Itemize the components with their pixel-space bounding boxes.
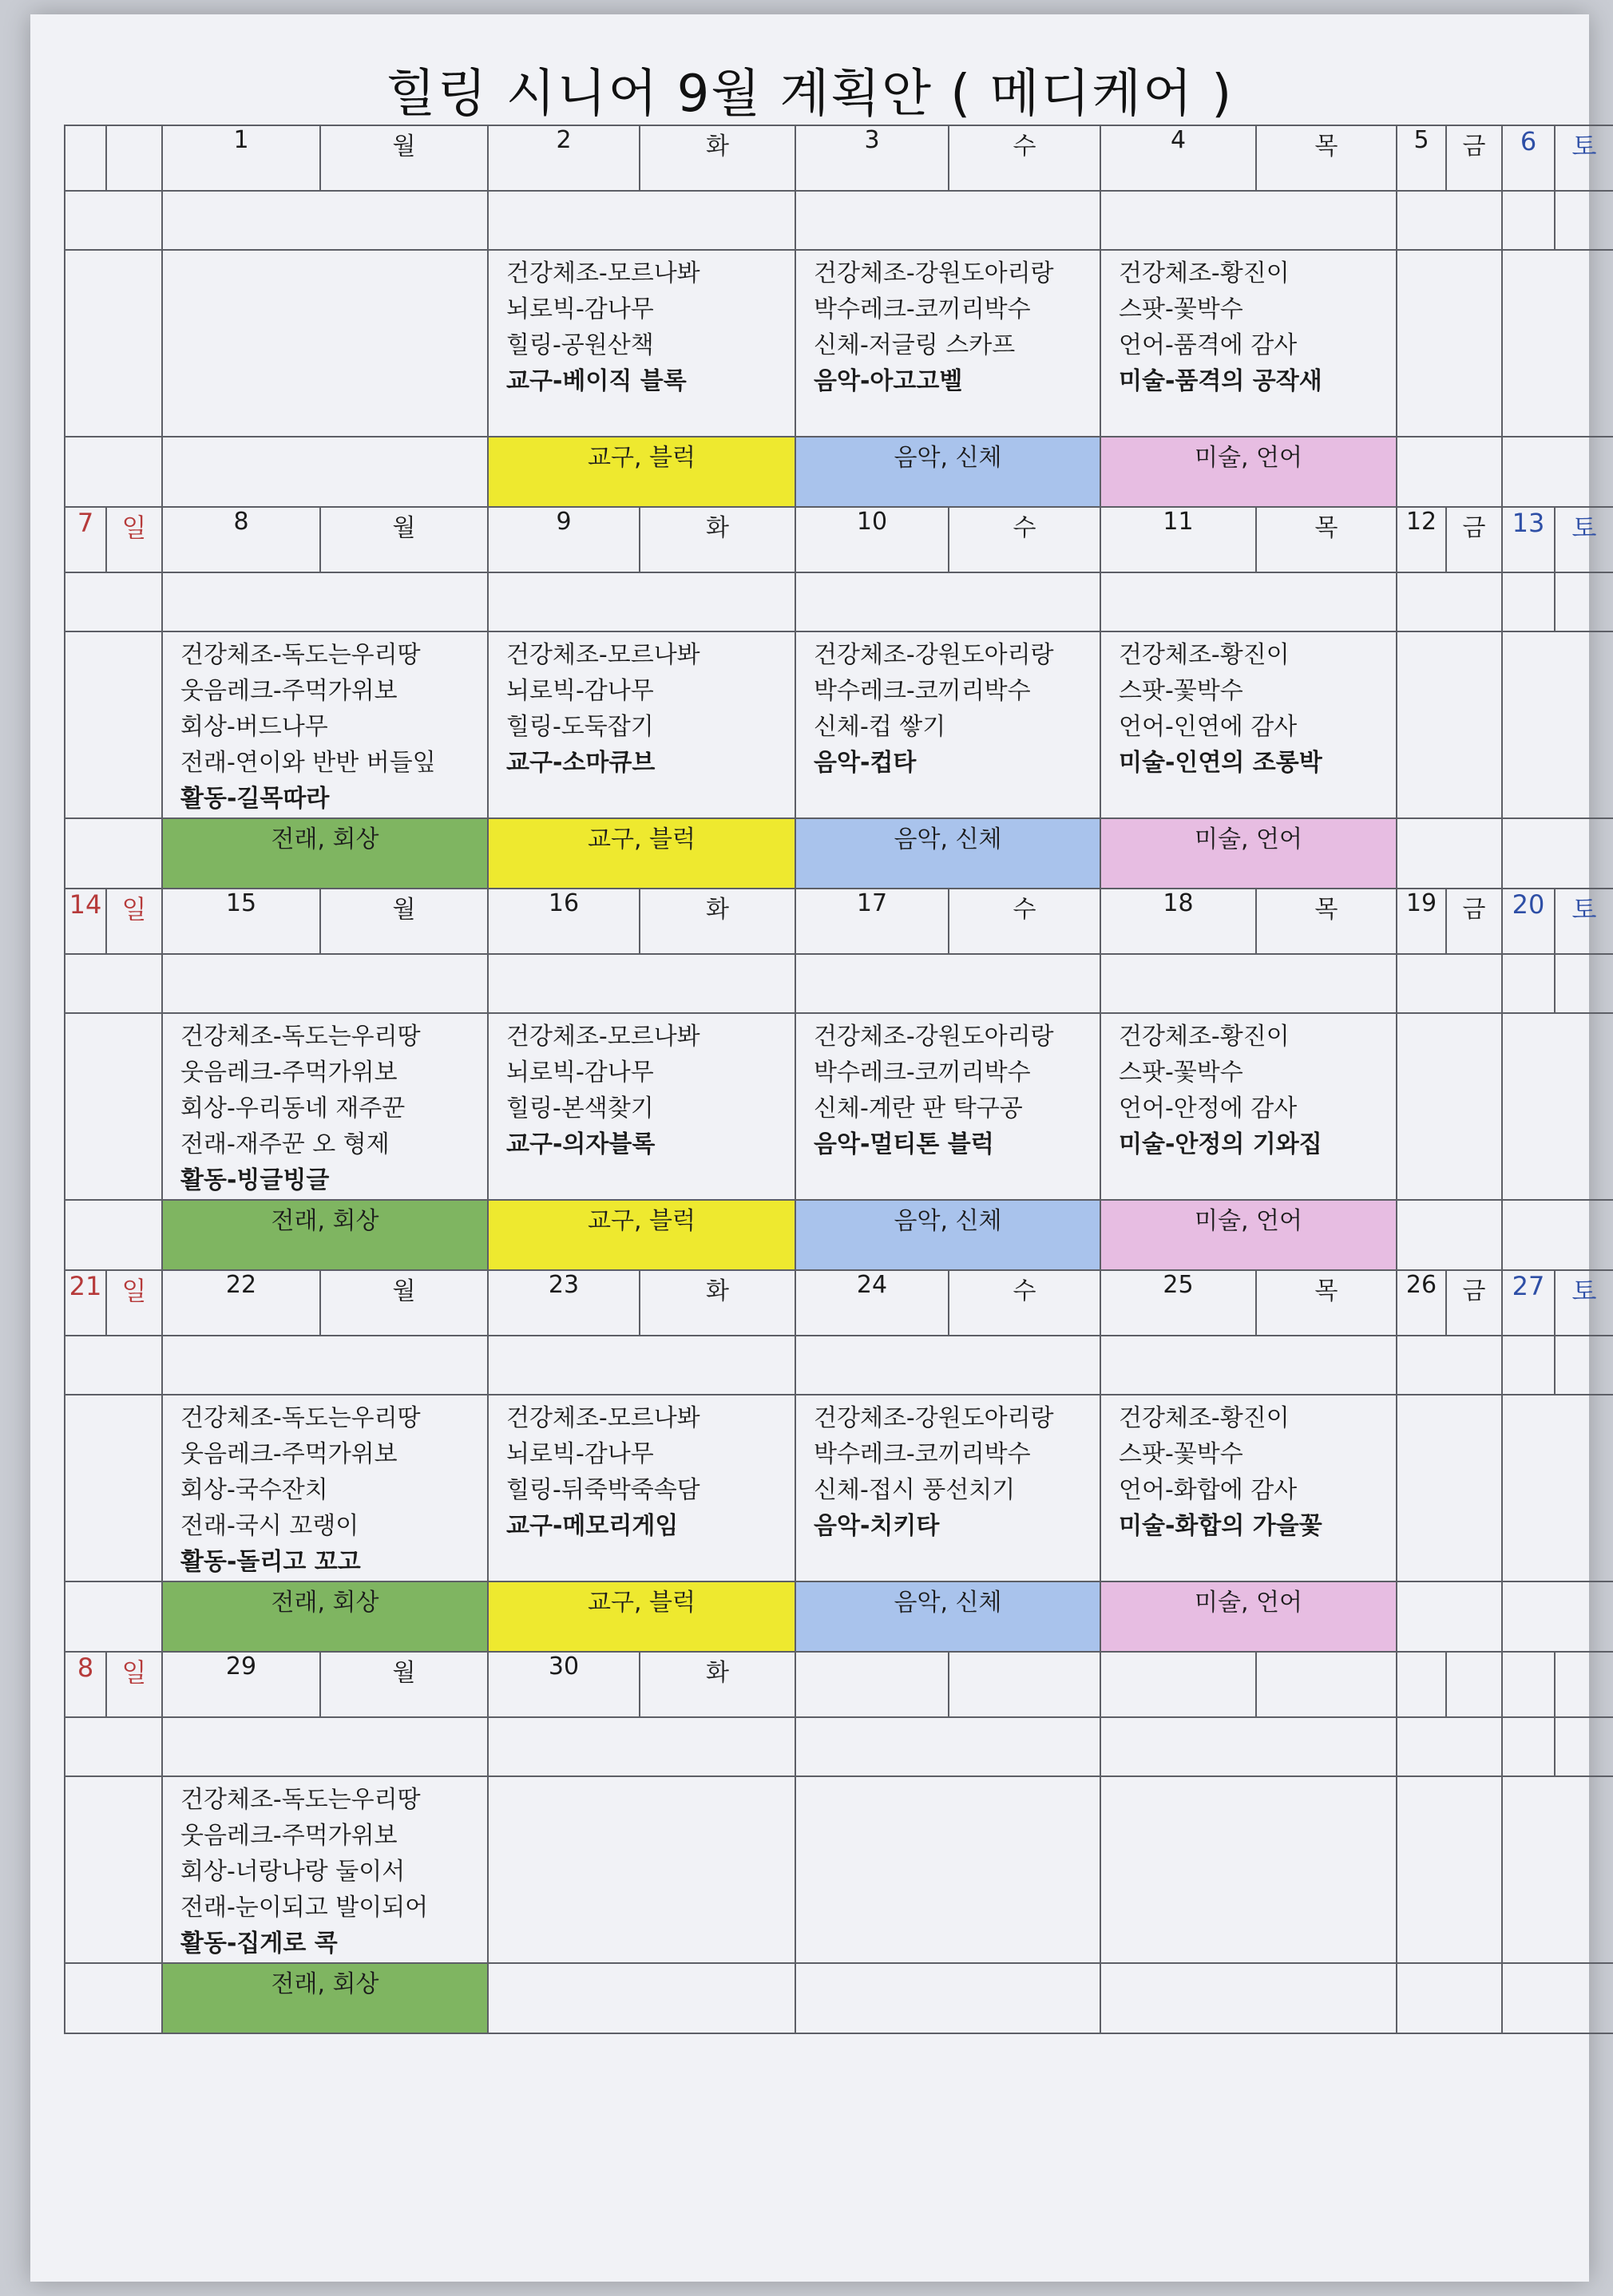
- page-title: 힐링 시니어 9월 계획안 ( 메디케어 ): [386, 65, 1234, 124]
- week-header-row: [65, 125, 1613, 191]
- activity-line: 전래-눈이되고 발이되어: [180, 1894, 429, 1922]
- date-tue: 23: [488, 1270, 640, 1336]
- empty-cell: [488, 191, 795, 250]
- empty-cell: [1397, 1717, 1502, 1776]
- date-sat: 27: [1502, 1270, 1555, 1336]
- date-tue: 30: [488, 1652, 640, 1717]
- empty-cell: [1397, 437, 1502, 507]
- activity-line: 미술-안정의 기와집: [1119, 1130, 1322, 1158]
- activity-cell-thu: [1100, 1776, 1397, 1963]
- empty-cell: [1555, 1717, 1613, 1776]
- empty-cell: [795, 1717, 1100, 1776]
- activity-cell-mon: [162, 1776, 488, 1963]
- activity-line: 스팟-꽃박수: [1119, 677, 1243, 705]
- activity-line: 건강체조-독도는우리땅: [180, 1023, 421, 1051]
- date-sat: 20: [1502, 889, 1555, 954]
- activity-line: 회상-국수잔치: [180, 1476, 328, 1504]
- category-badge-mon: 전래, 회상: [162, 1200, 488, 1270]
- empty-cell: [488, 954, 795, 1013]
- category-row: [65, 437, 1613, 507]
- empty-cell: [1555, 191, 1613, 250]
- empty-cell: [1397, 1013, 1502, 1200]
- empty-cell: [65, 191, 162, 250]
- empty-cell: [1502, 191, 1555, 250]
- weekday-thu: [1256, 1652, 1397, 1717]
- week-spacer-row: [65, 1336, 1613, 1395]
- activity-line: 신체-컵 쌓기: [814, 713, 946, 741]
- activity-line: 언어-안정에 감사: [1119, 1095, 1298, 1122]
- category-badge-wed: 음악, 신체: [795, 818, 1100, 889]
- activity-line: 교구-베이직 블록: [506, 367, 687, 395]
- activity-cell-wed: [795, 631, 1100, 818]
- empty-cell: [1397, 954, 1502, 1013]
- category-badge-wed: 음악, 신체: [795, 437, 1100, 507]
- week-header-row: [65, 1652, 1613, 1717]
- activity-line: 뇌로빅-감나무: [506, 1440, 654, 1468]
- weekday-tue: 화: [640, 1270, 795, 1336]
- date-thu: 18: [1100, 889, 1256, 954]
- date-mon: 15: [162, 889, 320, 954]
- activity-line: 활동-돌리고 꼬고: [180, 1548, 361, 1576]
- empty-cell: [1397, 1200, 1502, 1270]
- category-badge-tue: [488, 1963, 795, 2033]
- empty-cell: [1397, 250, 1502, 437]
- empty-cell: [1397, 572, 1502, 631]
- empty-cell: [1502, 1776, 1613, 1963]
- activity-cell-thu: [1100, 1395, 1397, 1581]
- activity-line: 건강체조-독도는우리땅: [180, 1786, 421, 1814]
- weekday-fri: 금: [1446, 507, 1502, 572]
- week-spacer-row: [65, 191, 1613, 250]
- date-sat: [1502, 1652, 1555, 1717]
- weekday-thu: 목: [1256, 1270, 1397, 1336]
- empty-cell: [162, 191, 488, 250]
- empty-cell: [1502, 1336, 1555, 1395]
- activity-line: 박수레크-코끼리박수: [814, 1440, 1031, 1468]
- empty-cell: [1502, 1395, 1613, 1581]
- date-mon: 29: [162, 1652, 320, 1717]
- empty-cell: [1502, 1013, 1613, 1200]
- activity-cell-tue: [488, 250, 795, 437]
- weekday-tue: 화: [640, 1652, 795, 1717]
- activity-line: 건강체조-강원도아리랑: [814, 1404, 1054, 1432]
- date-wed: [795, 1652, 949, 1717]
- activity-row: [65, 250, 1613, 437]
- empty-cell: [1100, 1336, 1397, 1395]
- paper-sheet: [30, 14, 1597, 2282]
- activity-cell-mon: [162, 1395, 488, 1581]
- empty-cell: [1100, 954, 1397, 1013]
- weekday-tue: 화: [640, 125, 795, 191]
- empty-cell: [65, 631, 162, 818]
- weekday-sun: [106, 125, 162, 191]
- category-badge-tue: 교구, 블럭: [488, 818, 795, 889]
- activity-line: 웃음레크-주먹가위보: [180, 1440, 398, 1468]
- date-wed: 24: [795, 1270, 949, 1336]
- empty-cell: [1502, 1963, 1613, 2033]
- weekday-mon: 월: [320, 889, 488, 954]
- activity-line: 박수레크-코끼리박수: [814, 295, 1031, 323]
- empty-cell: [162, 954, 488, 1013]
- activity-line: 건강체조-강원도아리랑: [814, 641, 1054, 669]
- empty-cell: [1502, 250, 1613, 437]
- week-header-row: [65, 507, 1613, 572]
- category-badge-mon: [162, 437, 488, 507]
- weekday-sat: 토: [1555, 889, 1613, 954]
- category-badge-thu: 미술, 언어: [1100, 1200, 1397, 1270]
- activity-row: [65, 631, 1613, 818]
- empty-cell: [1555, 954, 1613, 1013]
- week-header-row: [65, 889, 1613, 954]
- empty-cell: [1397, 631, 1502, 818]
- week-spacer-row: [65, 572, 1613, 631]
- empty-cell: [1397, 1963, 1502, 2033]
- empty-cell: [162, 572, 488, 631]
- activity-line: 건강체조-모르나봐: [506, 259, 700, 287]
- activity-line: 전래-연이와 반반 버들잎: [180, 749, 436, 777]
- activity-line: 건강체조-황진이: [1119, 1404, 1290, 1432]
- activity-line: 힐링-도둑잡기: [506, 713, 654, 741]
- empty-cell: [65, 818, 162, 889]
- empty-cell: [1397, 191, 1502, 250]
- activity-cell-tue: [488, 1776, 795, 1963]
- empty-cell: [795, 1336, 1100, 1395]
- empty-cell: [795, 572, 1100, 631]
- empty-cell: [1397, 1395, 1502, 1581]
- weekday-sat: 토: [1555, 507, 1613, 572]
- empty-cell: [488, 572, 795, 631]
- category-badge-wed: [795, 1963, 1100, 2033]
- activity-row: [65, 1776, 1613, 1963]
- weekday-wed: 수: [949, 889, 1100, 954]
- activity-line: 웃음레크-주먹가위보: [180, 677, 398, 705]
- activity-line: 건강체조-모르나봐: [506, 1404, 700, 1432]
- activity-line: 힐링-본색찾기: [506, 1095, 654, 1122]
- activity-line: 회상-버드나무: [180, 713, 328, 741]
- activity-line: 언어-품격에 감사: [1119, 331, 1298, 359]
- empty-cell: [1555, 572, 1613, 631]
- date-sun: 7: [65, 507, 106, 572]
- activity-line: 활동-길목따라: [180, 785, 330, 813]
- activity-line: 미술-인연의 조롱박: [1119, 749, 1322, 777]
- activity-line: 웃음레크-주먹가위보: [180, 1822, 398, 1850]
- activity-line: 웃음레크-주먹가위보: [180, 1059, 398, 1087]
- empty-cell: [1502, 954, 1555, 1013]
- activity-line: 힐링-뒤죽박죽속담: [506, 1476, 700, 1504]
- activity-line: 뇌로빅-감나무: [506, 295, 654, 323]
- activity-cell-thu: [1100, 250, 1397, 437]
- empty-cell: [1502, 572, 1555, 631]
- empty-cell: [1100, 572, 1397, 631]
- activity-line: 건강체조-황진이: [1119, 259, 1290, 287]
- activity-line: 건강체조-독도는우리땅: [180, 641, 421, 669]
- empty-cell: [1502, 818, 1613, 889]
- activity-line: 건강체조-황진이: [1119, 641, 1290, 669]
- week-spacer-row: [65, 1717, 1613, 1776]
- activity-line: 음악-멀티톤 블럭: [814, 1130, 994, 1158]
- date-fri: 19: [1397, 889, 1446, 954]
- activity-line: 신체-접시 풍선치기: [814, 1476, 1016, 1504]
- activity-line: 언어-인연에 감사: [1119, 713, 1298, 741]
- empty-cell: [162, 1717, 488, 1776]
- activity-line: 언어-화합에 감사: [1119, 1476, 1298, 1504]
- weekday-wed: [949, 1652, 1100, 1717]
- activity-line: 회상-우리동네 재주꾼: [180, 1095, 406, 1122]
- date-mon: 22: [162, 1270, 320, 1336]
- date-tue: 16: [488, 889, 640, 954]
- activity-line: 미술-품격의 공작새: [1119, 367, 1322, 395]
- empty-cell: [488, 1717, 795, 1776]
- date-sun: 14: [65, 889, 106, 954]
- empty-cell: [1397, 1336, 1502, 1395]
- date-thu: 11: [1100, 507, 1256, 572]
- category-badge-tue: 교구, 블럭: [488, 437, 795, 507]
- date-fri: 26: [1397, 1270, 1446, 1336]
- week-spacer-row: [65, 954, 1613, 1013]
- empty-cell: [162, 1336, 488, 1395]
- activity-line: 전래-국시 꼬랭이: [180, 1512, 359, 1540]
- empty-cell: [1397, 1581, 1502, 1652]
- activity-cell-tue: [488, 1395, 795, 1581]
- empty-cell: [1502, 437, 1613, 507]
- category-badge-wed: 음악, 신체: [795, 1581, 1100, 1652]
- date-thu: [1100, 1652, 1256, 1717]
- activity-cell-thu: [1100, 1013, 1397, 1200]
- activity-line: 건강체조-모르나봐: [506, 1023, 700, 1051]
- weekday-sat: [1555, 1652, 1613, 1717]
- empty-cell: [65, 1963, 162, 2033]
- activity-line: 뇌로빅-감나무: [506, 677, 654, 705]
- activity-line: 활동-빙글빙글: [180, 1166, 330, 1194]
- empty-cell: [65, 437, 162, 507]
- activity-line: 활동-집게로 콕: [180, 1930, 338, 1958]
- weekday-mon: 월: [320, 1270, 488, 1336]
- date-sun: 21: [65, 1270, 106, 1336]
- weekday-thu: 목: [1256, 507, 1397, 572]
- date-fri: 12: [1397, 507, 1446, 572]
- weekday-mon: 월: [320, 125, 488, 191]
- activity-cell-wed: [795, 250, 1100, 437]
- date-tue: 2: [488, 125, 640, 191]
- week-header-row: [65, 1270, 1613, 1336]
- activity-cell-tue: [488, 631, 795, 818]
- activity-line: 회상-너랑나랑 둘이서: [180, 1858, 406, 1886]
- weekday-wed: 수: [949, 1270, 1100, 1336]
- empty-cell: [1397, 1776, 1502, 1963]
- activity-line: 교구-소마큐브: [506, 749, 656, 777]
- category-row: [65, 1963, 1613, 2033]
- weekday-sat: 토: [1555, 1270, 1613, 1336]
- activity-line: 힐링-공원산책: [506, 331, 654, 359]
- empty-cell: [65, 1336, 162, 1395]
- activity-line: 박수레크-코끼리박수: [814, 1059, 1031, 1087]
- empty-cell: [65, 1776, 162, 1963]
- activity-line: 음악-컵타: [814, 749, 917, 777]
- empty-cell: [65, 1581, 162, 1652]
- category-badge-thu: 미술, 언어: [1100, 437, 1397, 507]
- weekday-fri: 금: [1446, 1270, 1502, 1336]
- date-sat: 6: [1502, 125, 1555, 191]
- category-badge-mon: 전래, 회상: [162, 1581, 488, 1652]
- weekday-tue: 화: [640, 507, 795, 572]
- activity-line: 스팟-꽃박수: [1119, 1059, 1243, 1087]
- date-sat: 13: [1502, 507, 1555, 572]
- weekday-mon: 월: [320, 1652, 488, 1717]
- activity-line: 뇌로빅-감나무: [506, 1059, 654, 1087]
- activity-line: 음악-아고고벨: [814, 367, 963, 395]
- empty-cell: [65, 1013, 162, 1200]
- activity-row: [65, 1013, 1613, 1200]
- category-badge-tue: 교구, 블럭: [488, 1200, 795, 1270]
- activity-line: 스팟-꽃박수: [1119, 295, 1243, 323]
- category-row: [65, 1200, 1613, 1270]
- category-badge-mon: 전래, 회상: [162, 818, 488, 889]
- date-sun: 8: [65, 1652, 106, 1717]
- activity-line: 음악-치키타: [814, 1512, 940, 1540]
- category-badge-thu: 미술, 언어: [1100, 818, 1397, 889]
- empty-cell: [1502, 1717, 1555, 1776]
- activity-cell-mon: [162, 250, 488, 437]
- category-row: [65, 1581, 1613, 1652]
- activity-cell-thu: [1100, 631, 1397, 818]
- empty-cell: [1100, 1717, 1397, 1776]
- empty-cell: [65, 1717, 162, 1776]
- empty-cell: [1100, 191, 1397, 250]
- date-thu: 25: [1100, 1270, 1256, 1336]
- activity-line: 교구-메모리게임: [506, 1512, 679, 1540]
- date-sun: [65, 125, 106, 191]
- activity-line: 건강체조-강원도아리랑: [814, 1023, 1054, 1051]
- date-thu: 4: [1100, 125, 1256, 191]
- date-wed: 10: [795, 507, 949, 572]
- empty-cell: [488, 1336, 795, 1395]
- weekday-tue: 화: [640, 889, 795, 954]
- category-badge-thu: [1100, 1963, 1397, 2033]
- weekday-sun: 일: [106, 1270, 162, 1336]
- weekday-wed: 수: [949, 507, 1100, 572]
- weekday-sun: 일: [106, 1652, 162, 1717]
- weekday-thu: 목: [1256, 889, 1397, 954]
- weekday-fri: 금: [1446, 889, 1502, 954]
- empty-cell: [65, 250, 162, 437]
- date-wed: 3: [795, 125, 949, 191]
- date-fri: 5: [1397, 125, 1446, 191]
- empty-cell: [65, 572, 162, 631]
- weekday-thu: 목: [1256, 125, 1397, 191]
- category-row: [65, 818, 1613, 889]
- date-mon: 8: [162, 507, 320, 572]
- category-badge-tue: 교구, 블럭: [488, 1581, 795, 1652]
- date-wed: 17: [795, 889, 949, 954]
- date-tue: 9: [488, 507, 640, 572]
- category-badge-wed: 음악, 신체: [795, 1200, 1100, 1270]
- empty-cell: [795, 191, 1100, 250]
- activity-cell-mon: [162, 1013, 488, 1200]
- date-fri: [1397, 1652, 1446, 1717]
- empty-cell: [1555, 1336, 1613, 1395]
- activity-cell-wed: [795, 1395, 1100, 1581]
- category-badge-mon: 전래, 회상: [162, 1963, 488, 2033]
- activity-line: 신체-저글링 스카프: [814, 331, 1016, 359]
- empty-cell: [65, 1395, 162, 1581]
- empty-cell: [1502, 1581, 1613, 1652]
- weekday-fri: [1446, 1652, 1502, 1717]
- empty-cell: [795, 954, 1100, 1013]
- empty-cell: [65, 1200, 162, 1270]
- empty-cell: [1502, 1200, 1613, 1270]
- activity-line: 박수레크-코끼리박수: [814, 677, 1031, 705]
- weekday-sun: 일: [106, 507, 162, 572]
- activity-cell-wed: [795, 1776, 1100, 1963]
- weekday-fri: 금: [1446, 125, 1502, 191]
- activity-line: 건강체조-황진이: [1119, 1023, 1290, 1051]
- activity-line: 교구-의자블록: [506, 1130, 656, 1158]
- weekday-sun: 일: [106, 889, 162, 954]
- activity-cell-tue: [488, 1013, 795, 1200]
- category-badge-thu: 미술, 언어: [1100, 1581, 1397, 1652]
- activity-line: 건강체조-강원도아리랑: [814, 259, 1054, 287]
- empty-cell: [65, 954, 162, 1013]
- activity-line: 신체-계란 판 탁구공: [814, 1095, 1023, 1122]
- activity-cell-mon: [162, 631, 488, 818]
- activity-line: 건강체조-모르나봐: [506, 641, 700, 669]
- weekday-mon: 월: [320, 507, 488, 572]
- activity-cell-wed: [795, 1013, 1100, 1200]
- empty-cell: [1397, 818, 1502, 889]
- calendar-table: [64, 125, 1613, 2034]
- activity-line: 미술-화합의 가을꽃: [1119, 1512, 1322, 1540]
- activity-line: 건강체조-독도는우리땅: [180, 1404, 421, 1432]
- activity-line: 전래-재주꾼 오 형제: [180, 1130, 390, 1158]
- date-mon: 1: [162, 125, 320, 191]
- activity-row: [65, 1395, 1613, 1581]
- weekday-wed: 수: [949, 125, 1100, 191]
- activity-line: 스팟-꽃박수: [1119, 1440, 1243, 1468]
- weekday-sat: 토: [1555, 125, 1613, 191]
- empty-cell: [1502, 631, 1613, 818]
